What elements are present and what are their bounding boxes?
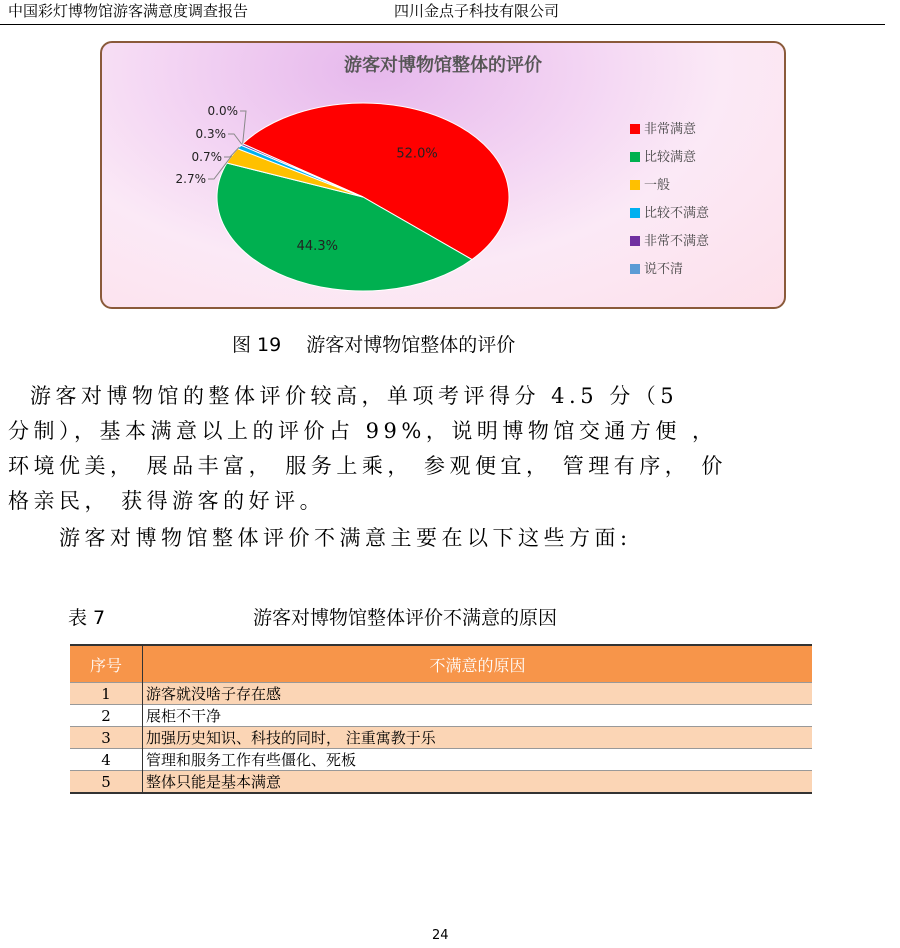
header-company: 四川金点子科技有限公司	[394, 2, 560, 20]
legend-swatch	[630, 124, 640, 134]
leader-line	[240, 111, 246, 144]
page-number: 24	[432, 928, 449, 943]
cell-reason: 展柜不干净	[143, 705, 813, 727]
legend-label: 非常满意	[644, 122, 697, 137]
slice-label: 0.3%	[195, 127, 226, 141]
legend-label: 比较满意	[644, 150, 697, 165]
cell-index: 2	[70, 705, 143, 727]
legend-label: 非常不满意	[644, 234, 710, 249]
pie-chart	[100, 41, 786, 309]
paragraph-line: 格亲民， 获得游客的好评。	[8, 489, 326, 513]
slice-label: 52.0%	[396, 146, 438, 162]
cell-reason: 游客就没啥子存在感	[143, 683, 813, 705]
table-row	[70, 683, 812, 705]
cell-reason: 整体只能是基本满意	[143, 771, 813, 794]
column-header-index: 序号	[70, 645, 143, 683]
cell-reason: 管理和服务工作有些僵化、死板	[143, 749, 813, 771]
paragraph-line: 分制），基本满意以上的评价占 99%，说明博物馆交通方便 ，	[8, 419, 718, 443]
legend-swatch	[630, 180, 640, 190]
cell-index: 5	[70, 771, 143, 794]
leader-line	[228, 134, 242, 144]
cell-reason: 加强历史知识、科技的同时， 注重寓教于乐	[143, 727, 813, 749]
paragraph-line: 游客对博物馆的整体评价较高，单项考评得分 4.5 分（5	[30, 384, 679, 408]
slice-label: 44.3%	[296, 239, 338, 255]
legend-label: 比较不满意	[644, 206, 710, 221]
chart-title: 游客对博物馆整体的评价	[344, 55, 542, 76]
figure-caption: 图 19 游客对博物馆整体的评价	[232, 334, 516, 356]
column-header-reason: 不满意的原因	[143, 645, 813, 683]
header-divider	[0, 24, 885, 25]
table-row	[70, 771, 812, 794]
table-label: 表 7	[68, 607, 106, 629]
legend-swatch	[630, 264, 640, 274]
legend-label: 一般	[644, 178, 671, 193]
table-title: 游客对博物馆整体评价不满意的原因	[253, 607, 558, 629]
cell-index: 3	[70, 727, 143, 749]
legend-swatch	[630, 208, 640, 218]
cell-index: 1	[70, 683, 143, 705]
table-row	[70, 705, 812, 727]
pie-chart-svg	[102, 43, 784, 307]
paragraph-line: 游客对博物馆整体评价不满意主要在以下这些方面:	[8, 526, 632, 550]
legend-label: 说不清	[644, 262, 684, 277]
header-title: 中国彩灯博物馆游客满意度调查报告	[8, 2, 249, 20]
legend-swatch	[630, 152, 640, 162]
paragraph-line: 环境优美， 展品丰富， 服务上乘， 参观便宜， 管理有序， 价	[8, 454, 727, 478]
reasons-table	[70, 644, 812, 794]
table-row	[70, 749, 812, 771]
slice-label: 0.0%	[207, 104, 238, 118]
cell-index: 4	[70, 749, 143, 771]
slice-label: 2.7%	[175, 172, 206, 186]
legend-swatch	[630, 236, 640, 246]
table-row	[70, 727, 812, 749]
slice-label: 0.7%	[191, 150, 222, 164]
